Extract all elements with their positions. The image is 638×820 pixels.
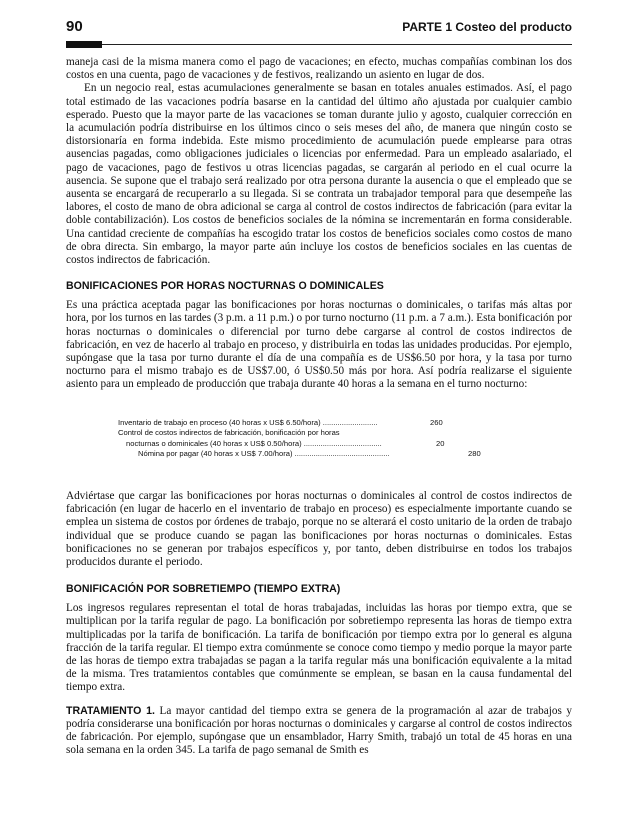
paragraph-5: Los ingresos regulares representan el total de horas trabajadas, incluidas las horas por tiempo extra, que se multiplican por la tarifa regular de pago. La bonificación por sobretiempo representa las horas de tiempo extra multiplicadas por la tarifa de bonificación. La tarifa de bonificación por tiempo extra por lo general es alguna fracción de la tarifa regular. El tiempo extra comúnmente se conoce como tiempo y medio porque la mayor parte de las horas de tiempo extra trabajadas se pagan a la tarifa regular más una bonificación equivalente a la mitad de la misma. Tres tratamientos contables que comúnmente se emplean, se basan en la causa fundamental del tiempo extra. [66, 602, 572, 694]
page-body [66, 56, 572, 758]
section-heading-night-shift: BONIFICACIONES POR HORAS NOCTURNAS O DOMINICALES [66, 280, 384, 293]
paragraph-1: maneja casi de la misma manera como el pago de vacaciones; en efecto, muchas compañías combinan los dos costos en una cuenta, pago de vacaciones y de festivos, realizando un asiento en lugar de dos. [66, 56, 572, 82]
journal-account: nocturnas o dominicales (40 horas x US$ 0.50/hora) ..................................... [126, 438, 382, 448]
journal-row [66, 428, 572, 439]
journal-account: Inventario de trabajo en proceso (40 horas x US$ 6.50/hora) .......................... [118, 417, 378, 427]
paragraph-2: En un negocio real, estas acumulaciones generalmente se basan en totales anuales estimados. Así, el pago total estimado de las vacaciones podría basarse en la cantidad del último año ajustada por cualquier cambio esperado. Puesto que la mayor parte de las vacaciones se toman durante julio y agosto, cualquier corrección en la acumulación podría distribuirse en los últimos cinco o seis meses del año, de manera que ningún costo se distorsionaría en forma indebida. Este mismo procedimiento de acumulación puede emplearse para otras ausencias pagadas, como obligaciones judiciales o licencias por enfermedad. Para un empleado asalariado, el pago de vacaciones, pago de festivos u otras licencias pagadas, se cargarán al periodo en el cual ocurre la ausencia. Se supone que el trabajo será realizado por otra persona durante la ausencia o que el empleado que se ausenta se encargará de recuperarlo a su llegada. Si se contrata un trabajador temporal para que desempeñe las labores, el costo de mano de obra adicional se carga al control de costos indirectos de fabricación (para evitar la doble contabilización). Los costos de beneficios sociales de la nómina se incrementarán en forma considerable. Una cantidad creciente de compañías ha escogido tratar los costos de beneficios sociales como costos de mano de obra directa. Sin embargo, la mayor parte aún incluye los costos de beneficios sociales en las cuentas de costos indirectos de fabricación. [66, 82, 572, 267]
running-head: PARTE 1 Costeo del producto [402, 20, 572, 34]
journal-row [66, 439, 572, 450]
treatment-text: La mayor cantidad del tiempo extra se genera de la programación al azar de trabajos y podría considerarse una bonificación por horas nocturnas o dominicales y cargarse al control de costos indirectos de fabricación. Por ejemplo, supóngase que un ensamblador, Harry Smith, trabajó un total de 45 horas en una sola semana en la orden 345. La tarifa de pago semanal de Smith es [66, 704, 572, 757]
paragraph-6 [66, 705, 572, 758]
journal-credit: 280 [468, 449, 481, 459]
journal-row [66, 418, 572, 429]
page-header [66, 18, 572, 40]
section-heading-overtime: BONIFICACIÓN POR SOBRETIEMPO (TIEMPO EXTRA) [66, 583, 341, 596]
header-rule [66, 44, 572, 45]
journal-debit: 260 [430, 417, 443, 427]
page-number: 90 [66, 18, 83, 35]
journal-row [66, 449, 572, 460]
treatment-lead: TRATAMIENTO 1. [66, 704, 155, 717]
paragraph-4: Adviértase que cargar las bonificaciones por horas nocturnas o dominicales al control de costos indirectos de fabricación (en lugar de hacerlo en el inventario de trabajo en proceso) es especialmente importante cuando se emplea un sistema de costos por órdenes de trabajo, porque no se alterará el costo unitario de la orden de trabajo individual que se produce cuando se pagan las bonificaciones por horas nocturnas o dominicales. Estas bonificaciones no se generan por trabajos específicos y, por tanto, deben distribuirse en todos los trabajos producidos durante el periodo. [66, 490, 572, 569]
journal-account: Control de costos indirectos de fabricación, bonificación por horas [118, 428, 340, 438]
journal-account: Nómina por pagar (40 horas x US$ 7.00/hora) ............................................. [138, 449, 390, 459]
journal-entry [66, 418, 572, 460]
header-rule-block [66, 41, 102, 48]
journal-debit: 20 [436, 438, 445, 448]
paragraph-3: Es una práctica aceptada pagar las bonificaciones por horas nocturnas o dominicales, o tarifas más altas por hora, por los turnos en las tardes (3 p.m. a 11 p.m.) o por turno nocturno (11 p.m. a 7 a.m.). Esta bonificación por horas nocturnas o dominicales o diferencial por turno debe cargarse al control de costos indirectos de fabricación, en vez de hacerlo al trabajo en proceso, y distribuirla en todas las unidades producidas. Por ejemplo, supóngase que la tasa por turno durante el día de una compañía es de US$6.50 por hora, y la tasa por turno nocturno para el mismo trabajo es de US$7.00, ó US$0.50 más por hora. Así podría realizarse el siguiente asiento para un empleado de producción que trabaja durante 40 horas a la semana en el turno nocturno: [66, 299, 572, 391]
